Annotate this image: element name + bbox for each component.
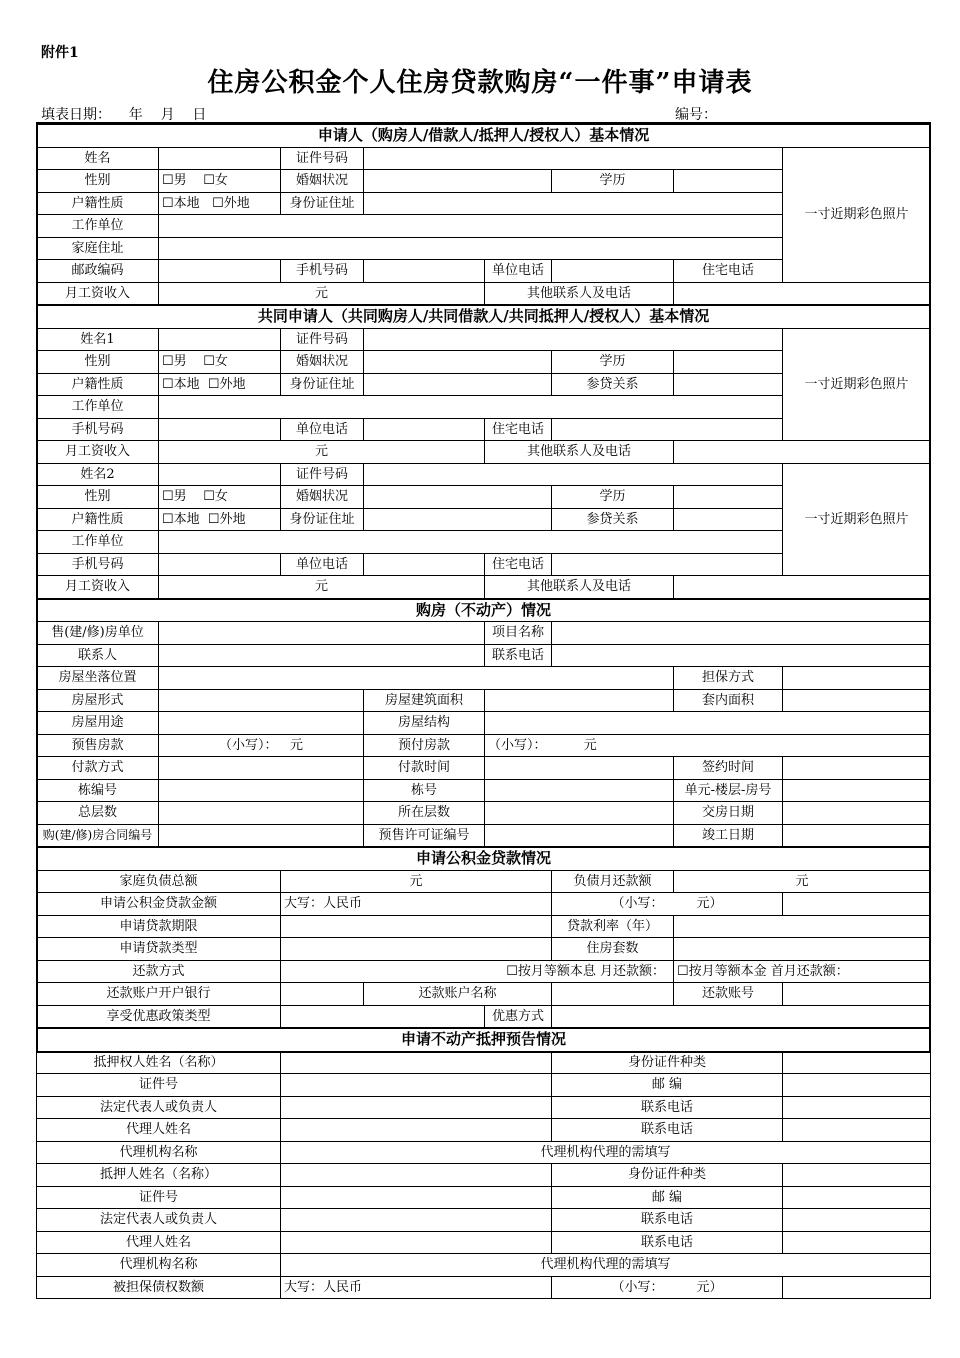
id-no-label: 证件号码 [281, 147, 364, 170]
co2-mobile-label: 手机号码 [37, 553, 159, 576]
co2-photo-box[interactable]: 一寸近期彩色照片 [783, 463, 931, 576]
section-co-applicant: 共同申请人（共同购房人/共同借款人/共同抵押人/授权人）基本情况 [37, 305, 931, 328]
guarantee-field[interactable] [783, 667, 931, 690]
co1-other-contact-field[interactable] [674, 441, 931, 464]
co1-income-label: 月工资收入 [37, 441, 159, 464]
contact-label: 联系人 [37, 644, 159, 667]
name-label: 姓名 [37, 147, 159, 170]
co2-home-phone-label: 住宅电话 [485, 553, 552, 576]
structure-field[interactable] [485, 712, 931, 735]
mortgagee-id-no-label: 证件号 [37, 1074, 281, 1097]
prepaid-yuan: 元 [583, 737, 597, 753]
bank-field[interactable] [281, 983, 364, 1006]
mortgagee-label: 抵押权人姓名（名称） [37, 1051, 281, 1074]
mortgagee-agent-phone-label: 联系电话 [552, 1119, 783, 1142]
floor-field[interactable] [485, 802, 674, 825]
co1-loan-relation-field[interactable] [674, 373, 783, 396]
location-label: 房屋坐落位置 [37, 667, 159, 690]
co1-employer-label: 工作单位 [37, 396, 159, 419]
floor-label: 所在层数 [364, 802, 485, 825]
application-form [36, 123, 930, 1302]
co2-id-address-field[interactable] [364, 508, 552, 531]
co-name1-field[interactable] [159, 328, 281, 351]
inner-area-label: 套内面积 [674, 689, 783, 712]
monthly-debt-yuan: 元 [795, 873, 809, 889]
building-no-field[interactable] [159, 779, 364, 802]
monthly-income-field[interactable] [159, 282, 485, 305]
home-address-field[interactable] [159, 237, 783, 260]
form-label: 房屋形式 [37, 689, 159, 712]
unit-floor-room-label: 单元-楼层-房号 [674, 779, 783, 802]
mortgagee-legal-rep-label: 法定代表人或负责人 [37, 1096, 281, 1119]
household-debt-yuan: 元 [409, 873, 423, 889]
gender-options[interactable] [159, 170, 281, 193]
mortgagee-id-type-label: 身份证件种类 [552, 1051, 783, 1074]
secured-small-open: （小写： [611, 1279, 664, 1295]
contact-field[interactable] [159, 644, 485, 667]
form-title: 住房公积金个人住房贷款购房“一件事”申请表 [207, 68, 753, 98]
mortgagee-phone-field[interactable] [783, 1096, 931, 1119]
building-num-label: 栋号 [364, 779, 485, 802]
mortgagor-agency-note: 代理机构代理的需填写 [540, 1257, 671, 1273]
co2-education-field[interactable] [674, 486, 783, 509]
section-loan: 申请公积金贷款情况 [37, 847, 931, 870]
co1-female-checkbox[interactable]: ☐女 [203, 354, 228, 370]
co2-employer-label: 工作单位 [37, 531, 159, 554]
co2-yuan-unit: 元 [314, 579, 328, 595]
co1-nonlocal-checkbox[interactable]: ☐外地 [207, 376, 246, 392]
co1-loan-relation-label: 参贷关系 [552, 373, 674, 396]
total-floors-label: 总层数 [37, 802, 159, 825]
co2-work-phone-field[interactable] [364, 553, 485, 576]
payment-method-label: 付款方式 [37, 757, 159, 780]
loan-amount-spacer [783, 893, 931, 916]
total-floors-field[interactable] [159, 802, 364, 825]
mortgagor-agency-field[interactable] [281, 1254, 931, 1277]
prepaid-field[interactable] [485, 734, 931, 757]
presale-permit-label: 预售许可证编号 [364, 824, 485, 847]
presale-yuan: 元 [289, 737, 303, 753]
mortgagee-phone-label: 联系电话 [552, 1096, 783, 1119]
name-field[interactable] [159, 147, 281, 170]
inner-area-field[interactable] [783, 689, 931, 712]
co2-nonlocal-checkbox[interactable]: ☐外地 [207, 511, 246, 527]
work-phone-field[interactable] [552, 260, 674, 283]
postcode-label: 邮政编码 [37, 260, 159, 283]
form-field[interactable] [159, 689, 364, 712]
mortgagor-legal-rep-field[interactable] [281, 1209, 552, 1232]
mortgagee-field[interactable] [281, 1051, 552, 1074]
co2-id-no-label: 证件号码 [281, 463, 364, 486]
equal-installment-option[interactable]: ☐按月等额本息 月还款额： [281, 960, 674, 983]
use-field[interactable] [159, 712, 364, 735]
co-name2-label: 姓名2 [37, 463, 159, 486]
contract-no-label: 购(建/修)房合同编号 [37, 824, 159, 847]
monthly-debt-label: 负债月还款额 [552, 870, 674, 893]
house-count-label: 住房套数 [552, 938, 674, 961]
household-debt-label: 家庭负债总额 [37, 870, 281, 893]
co1-mobile-label: 手机号码 [37, 418, 159, 441]
co2-education-label: 学历 [552, 486, 674, 509]
mortgagee-id-type-field[interactable] [783, 1051, 931, 1074]
presale-permit-field[interactable] [485, 824, 674, 847]
payment-time-field[interactable] [485, 757, 674, 780]
form-table [36, 123, 931, 1299]
completion-field[interactable] [783, 824, 931, 847]
secured-amount-capital[interactable]: 大写：人民币 [281, 1276, 552, 1299]
policy-label: 享受优惠政策类型 [37, 1005, 281, 1028]
co2-local-checkbox[interactable]: ☐本地 [162, 511, 200, 527]
co1-hukou-options[interactable] [159, 373, 281, 396]
account-no-label: 还款账号 [674, 983, 783, 1006]
id-address-field[interactable] [364, 192, 783, 215]
co1-male-checkbox[interactable]: ☐男 [162, 354, 187, 370]
co1-hukou-label: 户籍性质 [37, 373, 159, 396]
building-area-label: 房屋建筑面积 [364, 689, 485, 712]
attachment-label: 附件1 [41, 45, 79, 61]
unit-floor-room-field[interactable] [783, 779, 931, 802]
contact-phone-label: 联系电话 [485, 644, 552, 667]
work-phone-label: 单位电话 [485, 260, 552, 283]
mobile-label: 手机号码 [281, 260, 364, 283]
mortgagee-agent-field[interactable] [281, 1119, 552, 1142]
rate-field[interactable] [674, 915, 931, 938]
co1-employer-field[interactable] [159, 396, 783, 419]
house-count-field[interactable] [674, 938, 931, 961]
mortgagor-legal-rep-label: 法定代表人或负责人 [37, 1209, 281, 1232]
monthly-debt-field[interactable] [674, 870, 931, 893]
secured-amount-small[interactable] [552, 1276, 783, 1299]
female-checkbox[interactable]: ☐女 [203, 173, 228, 189]
co2-marital-field[interactable] [364, 486, 552, 509]
section-applicant: 申请人（购房人/借款人/抵押人/授权人）基本情况 [37, 124, 931, 147]
mortgagor-id-no-field[interactable] [281, 1186, 552, 1209]
delivery-label: 交房日期 [674, 802, 783, 825]
project-field[interactable] [552, 622, 931, 645]
mortgagor-id-no-label: 证件号 [37, 1186, 281, 1209]
co2-income-label: 月工资收入 [37, 576, 159, 599]
postcode-field[interactable] [159, 260, 281, 283]
local-checkbox[interactable]: ☐本地 [162, 195, 200, 211]
mortgagor-phone-label: 联系电话 [552, 1209, 783, 1232]
mortgagee-agency-field[interactable] [281, 1141, 931, 1164]
loan-amount-small-close: 元） [696, 896, 723, 912]
presale-price-field[interactable] [159, 734, 364, 757]
loan-amount-small[interactable] [552, 893, 783, 916]
co1-education-label: 学历 [552, 351, 674, 374]
monthly-income-label: 月工资收入 [37, 282, 159, 305]
account-no-field[interactable] [783, 983, 931, 1006]
contract-no-field[interactable] [159, 824, 364, 847]
co1-other-contact-label: 其他联系人及电话 [485, 441, 674, 464]
use-label: 房屋用途 [37, 712, 159, 735]
prepaid-small-caps: （小写）： [488, 737, 547, 753]
loan-type-field[interactable] [281, 938, 552, 961]
co1-home-phone-label: 住宅电话 [485, 418, 552, 441]
mortgagor-agent-phone-field[interactable] [783, 1231, 931, 1254]
co2-marital-label: 婚姻状况 [281, 486, 364, 509]
co1-work-phone-field[interactable] [364, 418, 485, 441]
sign-time-label: 签约时间 [674, 757, 783, 780]
mortgagor-postcode-field[interactable] [783, 1186, 931, 1209]
loan-type-label: 申请贷款类型 [37, 938, 281, 961]
loan-term-field[interactable] [281, 915, 552, 938]
location-field[interactable] [159, 667, 674, 690]
payment-method-field[interactable] [159, 757, 364, 780]
mortgagee-agency-label: 代理机构名称 [37, 1141, 281, 1164]
bank-label: 还款账户开户银行 [37, 983, 281, 1006]
prepaid-label: 预付房款 [364, 734, 485, 757]
section-mortgage: 申请不动产抵押预告情况 [37, 1028, 931, 1051]
loan-amount-capital[interactable]: 大写：人民币 [281, 893, 552, 916]
building-no-label: 栋编号 [37, 779, 159, 802]
mortgagor-phone-field[interactable] [783, 1209, 931, 1232]
rate-label: 贷款利率（年） [552, 915, 674, 938]
co1-yuan-unit: 元 [314, 444, 328, 460]
co1-mobile-field[interactable] [159, 418, 281, 441]
co1-gender-label: 性别 [37, 351, 159, 374]
mortgagor-agent-phone-label: 联系电话 [552, 1231, 783, 1254]
co2-hukou-options[interactable] [159, 508, 281, 531]
education-field[interactable] [674, 170, 783, 193]
household-debt-field[interactable] [281, 870, 552, 893]
mortgagee-agent-phone-field[interactable] [783, 1119, 931, 1142]
mortgagee-postcode-label: 邮 编 [552, 1074, 783, 1097]
co2-income-field[interactable] [159, 576, 485, 599]
mortgagor-postcode-label: 邮 编 [552, 1186, 783, 1209]
loan-amount-small-open: （小写： [611, 896, 664, 912]
delivery-field[interactable] [783, 802, 931, 825]
secured-amount-label: 被担保债权数额 [37, 1276, 281, 1299]
structure-label: 房屋结构 [364, 712, 485, 735]
education-label: 学历 [552, 170, 674, 193]
mortgagor-id-type-label: 身份证件种类 [552, 1164, 783, 1187]
guarantee-label: 担保方式 [674, 667, 783, 690]
co1-marital-field[interactable] [364, 351, 552, 374]
section-property: 购房（不动产）情况 [37, 599, 931, 622]
co-name1-label: 姓名1 [37, 328, 159, 351]
co1-gender-options[interactable] [159, 351, 281, 374]
mortgagor-id-type-field[interactable] [783, 1164, 931, 1187]
co2-hukou-label: 户籍性质 [37, 508, 159, 531]
co-name2-field[interactable] [159, 463, 281, 486]
other-contact-field[interactable] [674, 282, 931, 305]
project-label: 项目名称 [485, 622, 552, 645]
building-num-field[interactable] [485, 779, 674, 802]
sign-time-field[interactable] [783, 757, 931, 780]
co1-education-field[interactable] [674, 351, 783, 374]
seller-field[interactable] [159, 622, 485, 645]
presale-small-caps: （小写）： [219, 737, 278, 753]
mortgagor-label: 抵押人姓名（名称） [37, 1164, 281, 1187]
co2-home-phone-field[interactable] [552, 553, 783, 576]
id-no-field[interactable] [364, 147, 783, 170]
other-contact-label: 其他联系人及电话 [485, 282, 674, 305]
co2-other-contact-field[interactable] [674, 576, 931, 599]
policy-field[interactable] [281, 1005, 485, 1028]
completion-label: 竣工日期 [674, 824, 783, 847]
gender-label: 性别 [37, 170, 159, 193]
co2-mobile-field[interactable] [159, 553, 281, 576]
mortgagee-postcode-field[interactable] [783, 1074, 931, 1097]
mortgagee-legal-rep-field[interactable] [281, 1096, 552, 1119]
building-area-field[interactable] [485, 689, 674, 712]
mortgagor-agent-field[interactable] [281, 1231, 552, 1254]
secured-small-close: 元） [696, 1279, 723, 1295]
equal-principal-option[interactable]: ☐按月等额本金 首月还款额： [674, 960, 931, 983]
mortgagor-agent-label: 代理人姓名 [37, 1231, 281, 1254]
co2-other-contact-label: 其他联系人及电话 [485, 576, 674, 599]
co1-id-address-field[interactable] [364, 373, 552, 396]
co2-male-checkbox[interactable]: ☐男 [162, 489, 187, 505]
co1-work-phone-label: 单位电话 [281, 418, 364, 441]
co1-home-phone-field[interactable] [552, 418, 783, 441]
account-name-field[interactable] [552, 983, 674, 1006]
contact-phone-field[interactable] [552, 644, 931, 667]
seller-label: 售(建/修)房单位 [37, 622, 159, 645]
presale-price-label: 预售房款 [37, 734, 159, 757]
marital-field[interactable] [364, 170, 552, 193]
serial-number: 编号： [675, 107, 717, 123]
co1-id-address-label: 身份证住址 [281, 373, 364, 396]
male-checkbox[interactable]: ☐男 [162, 173, 187, 189]
hukou-options[interactable] [159, 192, 281, 215]
secured-amount-spacer [783, 1276, 931, 1299]
mobile-field[interactable] [364, 260, 485, 283]
loan-term-label: 申请贷款期限 [37, 915, 281, 938]
co1-marital-label: 婚姻状况 [281, 351, 364, 374]
co2-gender-options[interactable] [159, 486, 281, 509]
mortgagee-agency-note: 代理机构代理的需填写 [540, 1144, 671, 1160]
co1-income-field[interactable] [159, 441, 485, 464]
nonlocal-checkbox[interactable]: ☐外地 [212, 195, 250, 211]
co1-photo-box[interactable]: 一寸近期彩色照片 [783, 328, 931, 441]
co1-local-checkbox[interactable]: ☐本地 [162, 376, 200, 392]
co2-loan-relation-label: 参贷关系 [552, 508, 674, 531]
home-phone-label: 住宅电话 [674, 260, 783, 283]
marital-label: 婚姻状况 [281, 170, 364, 193]
co2-loan-relation-field[interactable] [674, 508, 783, 531]
payment-time-label: 付款时间 [364, 757, 485, 780]
co2-work-phone-label: 单位电话 [281, 553, 364, 576]
photo-box[interactable]: 一寸近期彩色照片 [783, 147, 931, 282]
co1-id-no-field[interactable] [364, 328, 783, 351]
account-name-label: 还款账户名称 [364, 983, 552, 1006]
hukou-label: 户籍性质 [37, 192, 159, 215]
home-address-label: 家庭住址 [37, 237, 159, 260]
employer-label: 工作单位 [37, 215, 159, 238]
co2-gender-label: 性别 [37, 486, 159, 509]
co2-id-no-field[interactable] [364, 463, 783, 486]
discount-field[interactable] [552, 1005, 931, 1028]
employer-field[interactable] [159, 215, 783, 238]
loan-amount-label: 申请公积金贷款金额 [37, 893, 281, 916]
id-address-label: 身份证住址 [281, 192, 364, 215]
co2-female-checkbox[interactable]: ☐女 [203, 489, 228, 505]
mortgagee-id-no-field[interactable] [281, 1074, 552, 1097]
mortgagor-agency-label: 代理机构名称 [37, 1254, 281, 1277]
co2-employer-field[interactable] [159, 531, 783, 554]
mortgagor-field[interactable] [281, 1164, 552, 1187]
yuan-unit: 元 [314, 285, 328, 301]
repay-method-label: 还款方式 [37, 960, 281, 983]
co2-id-address-label: 身份证住址 [281, 508, 364, 531]
fill-date: 填表日期： 年 月 日 [41, 107, 207, 123]
mortgagee-agent-label: 代理人姓名 [37, 1119, 281, 1142]
discount-label: 优惠方式 [485, 1005, 552, 1028]
co1-id-no-label: 证件号码 [281, 328, 364, 351]
